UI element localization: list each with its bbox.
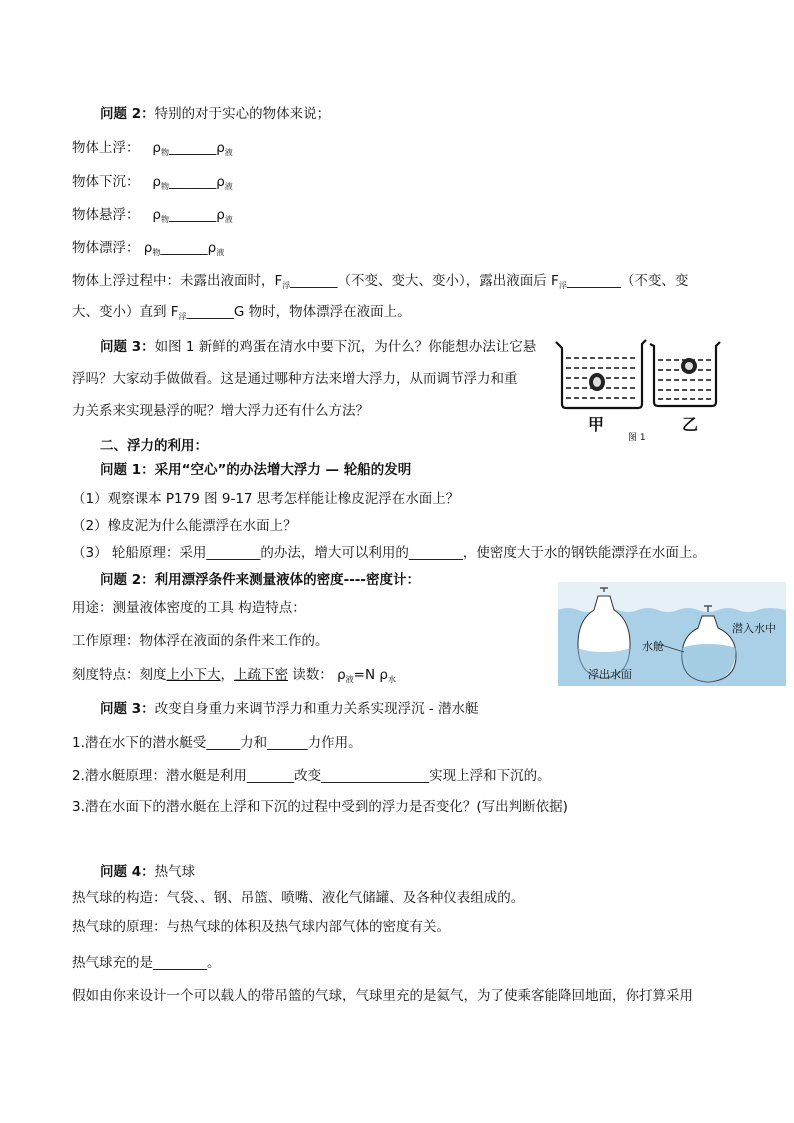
label-surface: 浮出水面 (588, 668, 632, 681)
subscript: 浮 (178, 312, 187, 321)
rho-symbol: ρ (207, 240, 217, 256)
text: _______（不变、变大、变小），露出液面后 F (290, 273, 559, 289)
balloon-principle: 热气球的原理：与热气球的体积及热气球内部气体的密度有关。 (72, 919, 450, 935)
rho-subscript: 液 (216, 248, 225, 257)
q2-hydrometer: 问题 2：利用漂浮条件来测量液体的密度----密度计： (100, 572, 421, 588)
q3-line-2: 浮吗？大家动手做做看。这是通过哪种方法来增大浮力，从而调节浮力和重 (72, 371, 518, 387)
beaker-label-yi: 乙 (682, 415, 699, 434)
q2-heading (100, 104, 330, 124)
row-label: 物体下沉： (72, 174, 140, 190)
q4-text: 热气球 (154, 864, 196, 880)
q4-title: 问题 4： (100, 864, 155, 880)
answer-blank[interactable]: _______ (160, 240, 208, 256)
rho-subscript: 物 (160, 148, 169, 157)
figure-2-submarines (558, 582, 786, 686)
text: 物体上浮过程中：未露出液面时，F (72, 273, 283, 289)
rho-symbol: ρ (152, 207, 161, 223)
sub-item-3: 3.潜在水面下的潜水艇在上浮和下沉的过程中受到的浮力是否变化？(写出判断依据) (72, 799, 568, 815)
density-row-suspend (72, 205, 233, 230)
label-ballast-tank: 水舱 (642, 640, 664, 653)
subscript: 浮 (558, 281, 567, 290)
density-row-float (72, 238, 224, 263)
text: ， (220, 667, 234, 683)
rho-subscript: 液 (224, 148, 233, 157)
balloon-gas: 热气球充的是________。 (72, 955, 221, 971)
rho-symbol: ρ (216, 207, 225, 223)
q3-submarine (100, 699, 479, 719)
sub-item-1: 1.潜在水下的潜水艇受_____力和______力作用。 (72, 735, 362, 751)
q3-text: 如图 1 新鲜的鸡蛋在清水中要下沉，为什么？你能想办法让它悬 (154, 339, 537, 355)
rho-symbol: ρ (216, 140, 225, 156)
subscript: 水 (387, 675, 396, 684)
q2-title: 问题 2： (100, 106, 155, 122)
rho-symbol: ρ (152, 140, 161, 156)
rho-symbol: ρ (143, 240, 153, 256)
q3-text: 改变自身重力来调节浮力和重力关系实现浮沉 - 潜水艇 (154, 701, 479, 717)
rho-symbol: ρ (152, 174, 161, 190)
hydrometer-use: 用途：测量液体密度的工具 构造特点： (72, 600, 306, 616)
beakers-drawing (550, 336, 730, 436)
subscript: 浮 (282, 281, 291, 290)
underlined-text: 上小下大 (166, 667, 221, 683)
hydrometer-scale (72, 665, 396, 690)
section-2-title: 二、浮力的利用： (100, 438, 208, 454)
density-row-rise (72, 138, 233, 163)
item-1: （1）观察课本 P179 图 9-17 思考怎样能让橡皮泥浮在水面上？ (72, 491, 460, 507)
underlined-text: 上疏下密 (234, 667, 288, 683)
rise-process-line-2 (72, 302, 411, 327)
density-row-sink (72, 172, 233, 197)
q3-title: 问题 3： (100, 339, 155, 355)
rho-subscript: 液 (224, 182, 233, 191)
text: 读数： ρ (288, 667, 346, 683)
balloon-structure: 热气球的构造：气袋、、钢、吊篮、喷嘴、液化气储罐、及各种仪表组成的。 (72, 890, 525, 906)
rho-subscript: 物 (160, 215, 169, 224)
subscript: 液 (345, 675, 354, 684)
beaker-label-jia: 甲 (588, 415, 605, 434)
q2-text: 特别的对于实心的物体来说； (154, 106, 331, 122)
item-3: （3） 轮船原理：采用________的办法，增大可以利用的________，使密度大于水的钢铁能漂浮在水面上。 (72, 545, 706, 561)
label-dive: 潜入水中 (732, 622, 776, 635)
q4-balloon (100, 862, 195, 882)
figure-1-beakers (550, 336, 730, 443)
rho-subscript: 液 (224, 215, 233, 224)
q1-ship: 问题 1：采用“空心”的办法增大浮力 — 轮船的发明 (100, 462, 412, 478)
row-label: 物体上浮： (72, 140, 140, 156)
rise-process-line-1 (72, 271, 688, 296)
answer-blank[interactable]: _______ (168, 174, 217, 190)
answer-blank[interactable]: _______ (168, 140, 217, 156)
answer-blank[interactable]: _______ (168, 207, 217, 223)
rho-symbol: ρ (216, 174, 225, 190)
text: ________（不变、变 (566, 273, 689, 289)
figure-1-caption: 图 1 (628, 433, 646, 443)
item-2: （2）橡皮泥为什么能漂浮在水面上？ (72, 518, 297, 534)
rho-subscript: 物 (152, 248, 161, 257)
q3-title: 问题 3： (100, 701, 155, 717)
q3-line-3: 力关系来实现悬浮的呢？增大浮力还有什么方法？ (72, 403, 369, 419)
row-label: 物体悬浮： (72, 207, 140, 223)
text: 大、变小）直到 F (72, 304, 179, 320)
row-label: 物体漂浮： (72, 240, 140, 256)
text: _______G 物时，物体漂浮在液面上。 (186, 304, 411, 320)
text: =N ρ (353, 667, 388, 683)
q3-line-1 (100, 337, 536, 357)
sub-item-2: 2.潜水艇原理：潜水艇是利用_______改变________________实现上浮和下沉的。 (72, 768, 551, 784)
text: 刻度特点：刻度 (72, 667, 167, 683)
balloon-design-question: 假如由你来设计一个可以载人的带吊篮的气球，气球里充的是氦气，为了使乘客能降回地面，你打算采用 (72, 988, 693, 1004)
hydrometer-principle: 工作原理：物体浮在液面的条件来工作的。 (72, 633, 329, 649)
rho-subscript: 物 (160, 182, 169, 191)
